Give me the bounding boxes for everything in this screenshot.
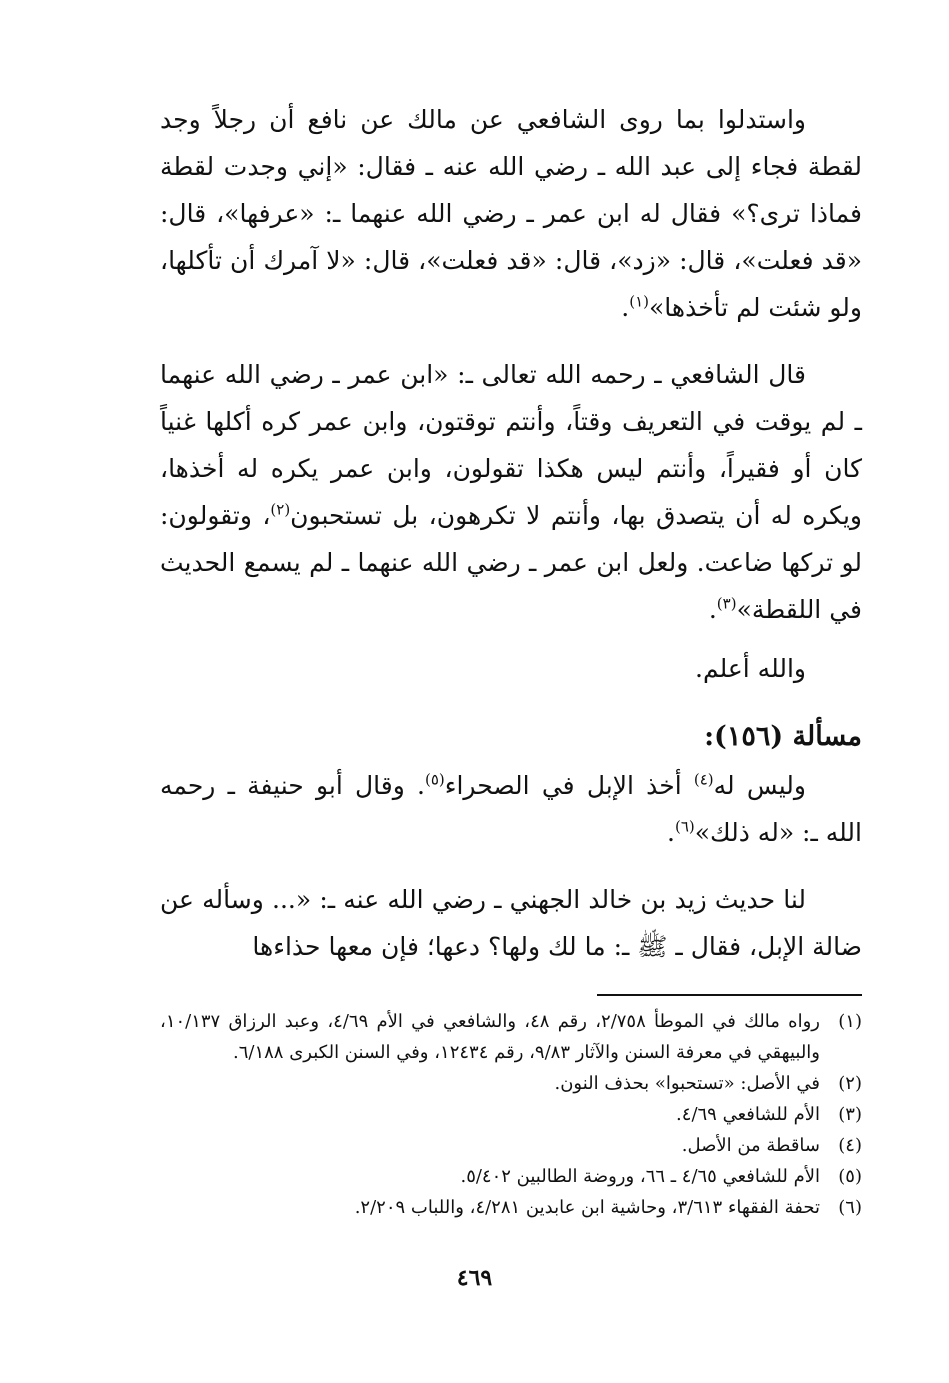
paragraph-2-text-a: قال الشافعي ـ رحمه الله تعالى ـ: «ابن عمر ـ رضي الله عنهما ـ لم يوقت في التعريف وقتاً، وأنتم توقتون، وابن عمر كره أكلها غنياً كان أو فقيراً، وأنتم ليس هكذا تقولون، وابن عمر يكره له أخذها، ويكره له أن يتصدق بها، وأنتم لا تكرهون، بل تستحبون bbox=[160, 360, 862, 530]
footnote-text: الأم للشافعي ٤/٦٥ ـ ٦٦، وروضة الطالبين ٥/٤٠٢. bbox=[460, 1166, 820, 1187]
paragraph-3-text-b: أخذ الإبل في الصحراء bbox=[444, 771, 694, 800]
footnote-6 bbox=[160, 1192, 862, 1223]
paragraph-3-end: . bbox=[667, 818, 675, 847]
footnote-number: (٥) bbox=[838, 1166, 862, 1187]
footnote-3 bbox=[160, 1099, 862, 1130]
footnote-ref-6[interactable]: (٦) bbox=[674, 817, 695, 836]
footnote-ref-1[interactable]: (١) bbox=[629, 292, 649, 311]
paragraph-1-end: . bbox=[621, 293, 630, 322]
closing-phrase: والله أعلم. bbox=[695, 654, 806, 683]
paragraph-2-end: . bbox=[708, 595, 717, 624]
paragraph-3-text-a: وليس له bbox=[713, 771, 806, 800]
footnote-number: (١) bbox=[838, 1011, 862, 1032]
footnote-ref-3[interactable]: (٣) bbox=[716, 594, 737, 613]
footnote-number: (٦) bbox=[838, 1197, 862, 1218]
paragraph-4: لنا حديث زيد بن خالد الجهني ـ رضي الله عنه ـ: «... وسأله عن ضالة الإبل، فقال ـ ﷺ ـ: ما لك ولها؟ دعها؛ فإن معها حذاءها bbox=[160, 885, 862, 961]
paragraph-3-text-c: . وقال أبو حنيفة ـ رحمه الله ـ: «له ذلك» bbox=[160, 771, 862, 847]
footnote-2 bbox=[160, 1068, 862, 1099]
footnote-ref-2[interactable]: (٢) bbox=[270, 500, 291, 519]
footnote-5 bbox=[160, 1161, 862, 1192]
footnote-text: ساقطة من الأصل. bbox=[681, 1135, 820, 1156]
footnote-number: (٢) bbox=[838, 1073, 862, 1094]
footnote-4 bbox=[160, 1130, 862, 1161]
footnote-text: الأم للشافعي ٤/٦٩. bbox=[676, 1104, 820, 1125]
footnote-text: تحفة الفقهاء ٣/٦١٣، وحاشية ابن عابدين ٤/٢٨١، واللباب ٢/٢٠٩. bbox=[354, 1197, 820, 1218]
footnotes bbox=[160, 1006, 862, 1223]
paragraph-2-text-b: ، وتقولون: لو تركها ضاعت. ولعل ابن عمر ـ رضي الله عنهما ـ لم يسمع الحديث في اللقطة» bbox=[160, 501, 862, 624]
paragraph-3 bbox=[160, 762, 862, 856]
footnote-text: في الأصل: «تستحبوا» بحذف النون. bbox=[554, 1073, 820, 1094]
paragraph-2 bbox=[160, 351, 862, 633]
page-number: ٤٦٩ bbox=[456, 1265, 493, 1291]
footnote-text: رواه مالك في الموطأ ٢/٧٥٨، رقم ٤٨، والشافعي في الأم ٤/٦٩، وعبد الرزاق ١٠/١٣٧، والبيهقي في معرفة السنن والآثار ٩/٨٣، رقم ١٢٤٣٤، وفي السنن الكبرى ٦/١٨٨. bbox=[160, 1011, 820, 1063]
footnote-number: (٤) bbox=[838, 1135, 862, 1156]
paragraph-1 bbox=[160, 96, 862, 331]
footnote-ref-5[interactable]: (٥) bbox=[424, 770, 445, 789]
footnote-1 bbox=[160, 1006, 862, 1068]
page-content bbox=[160, 96, 862, 1223]
section-heading: مسألة (١٥٦): bbox=[704, 721, 862, 752]
footnote-separator bbox=[597, 994, 862, 996]
footnote-number: (٣) bbox=[838, 1104, 862, 1125]
paragraph-1-text: واستدلوا بما روى الشافعي عن مالك عن نافع أن رجلاً وجد لقطة فجاء إلى عبد الله ـ رضي الله عنه ـ فقال: «إني وجدت لقطة فماذا ترى؟» فقال له ابن عمر ـ رضي الله عنهما ـ: «عرفها»، قال: «قد فعلت»، قال: «زد»، قال: «قد فعلت»، قال: «لا آمرك أن تأكلها، ولو شئت لم تأخذها» bbox=[160, 105, 862, 322]
footnote-ref-4[interactable]: (٤) bbox=[693, 770, 714, 789]
